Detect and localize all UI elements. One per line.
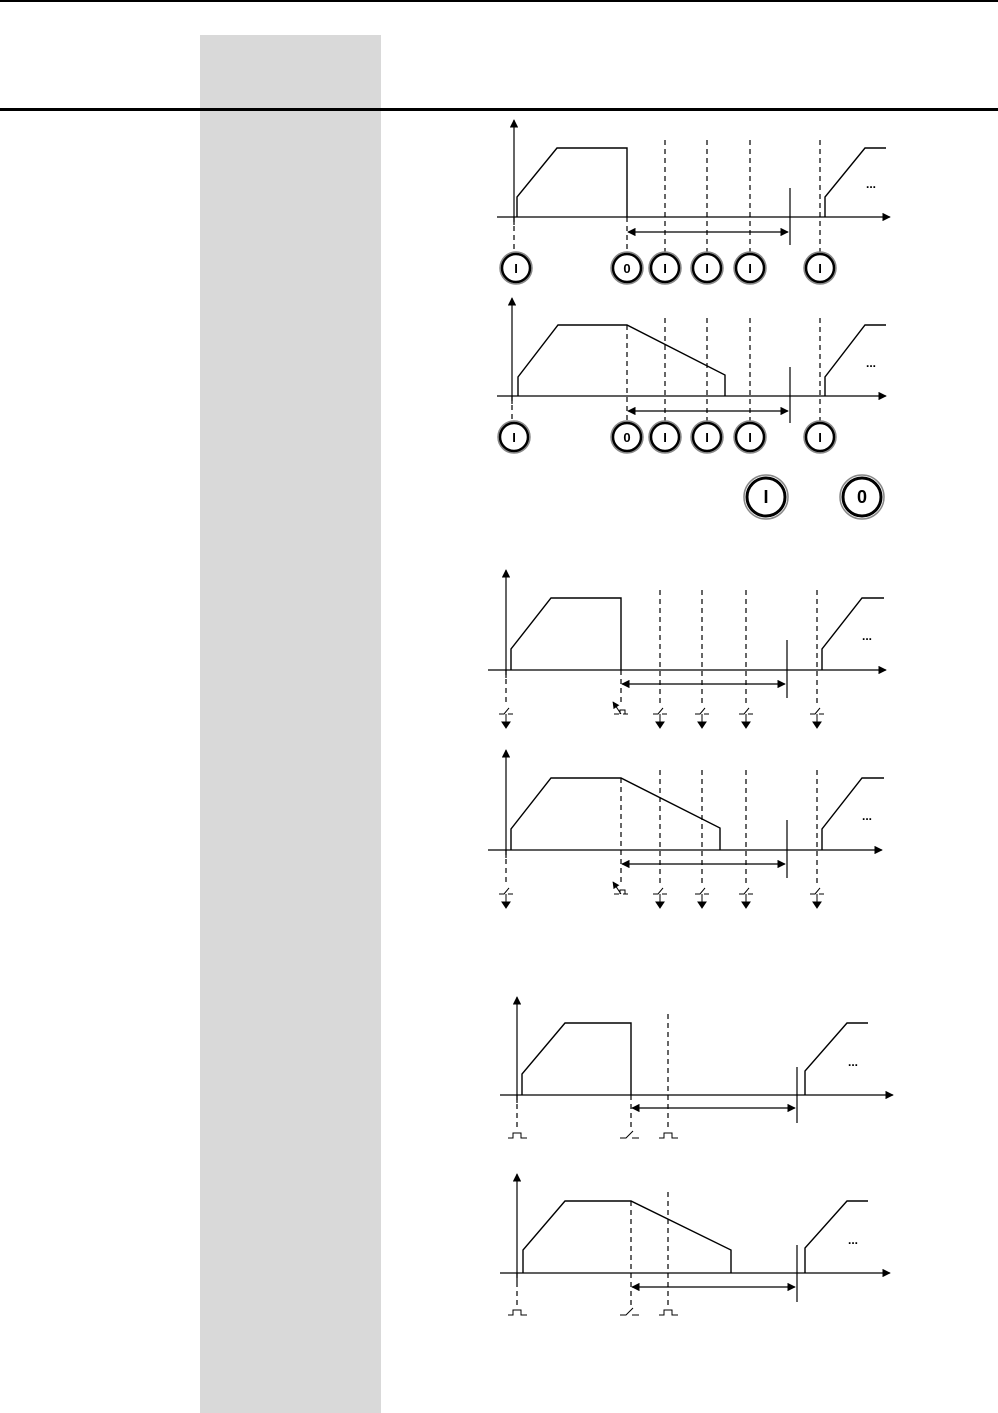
continuation-marker: ... <box>866 356 877 370</box>
svg-text:I: I <box>663 261 667 276</box>
panel-pulse-ramp-stop <box>500 1174 890 1308</box>
on-button-icon <box>691 421 723 453</box>
falling-edge-icon <box>620 1131 639 1138</box>
pulse-icon <box>508 1133 527 1138</box>
switch-closed-icon <box>810 888 824 908</box>
button-row-2 <box>498 421 836 453</box>
svg-text:I: I <box>763 487 769 507</box>
on-button-icon <box>649 252 681 284</box>
switch-open-icon <box>613 882 628 894</box>
switch-closed-icon <box>695 888 709 908</box>
svg-text:I: I <box>512 430 516 445</box>
continuation-marker: ... <box>848 1233 859 1247</box>
switch-closed-icon <box>499 888 513 908</box>
off-button-legend-icon <box>840 475 884 519</box>
continuation-marker: ... <box>862 809 873 823</box>
panel-button-ramp-stop <box>497 298 886 433</box>
on-button-icon <box>804 252 836 284</box>
svg-text:I: I <box>818 261 822 276</box>
on-button-icon <box>734 252 766 284</box>
pulse-icon <box>508 1310 527 1315</box>
continuation-marker: ... <box>848 1055 859 1069</box>
pulse-row-5 <box>508 1131 678 1138</box>
svg-text:0: 0 <box>856 487 868 507</box>
panel-switch-stop <box>488 570 886 705</box>
svg-text:I: I <box>705 261 709 276</box>
svg-text:I: I <box>705 430 709 445</box>
svg-text:I: I <box>748 261 752 276</box>
switch-closed-icon <box>499 708 513 728</box>
svg-text:I: I <box>748 430 752 445</box>
off-button-icon <box>611 252 643 284</box>
on-button-icon <box>649 421 681 453</box>
on-button-icon <box>498 421 530 453</box>
switch-row-4 <box>499 882 824 908</box>
off-button-icon <box>611 421 643 453</box>
switch-closed-icon <box>653 888 667 908</box>
switch-closed-icon <box>653 708 667 728</box>
svg-text:I: I <box>514 261 518 276</box>
pulse-icon <box>659 1133 678 1138</box>
switch-closed-icon <box>739 708 753 728</box>
panel-pulse-stop <box>500 997 893 1130</box>
button-legend <box>744 475 884 519</box>
svg-text:0: 0 <box>623 430 631 445</box>
pulse-icon <box>659 1310 678 1315</box>
button-row-1 <box>500 252 836 284</box>
svg-text:0: 0 <box>623 261 631 276</box>
falling-edge-icon <box>620 1308 639 1315</box>
svg-text:I: I <box>818 430 822 445</box>
continuation-marker: ... <box>862 629 873 643</box>
panel-switch-ramp-stop <box>488 750 884 885</box>
svg-text:I: I <box>663 430 667 445</box>
on-button-icon <box>804 421 836 453</box>
switch-closed-icon <box>810 708 824 728</box>
on-button-icon <box>691 252 723 284</box>
on-button-icon <box>734 421 766 453</box>
on-button-legend-icon <box>744 475 788 519</box>
pulse-row-6 <box>508 1308 678 1315</box>
switch-closed-icon <box>695 708 709 728</box>
panel-button-stop <box>497 120 890 255</box>
switch-closed-icon <box>739 888 753 908</box>
switch-row-3 <box>499 702 824 728</box>
on-button-icon <box>500 252 532 284</box>
switch-open-icon <box>613 702 628 714</box>
continuation-marker: ... <box>866 177 877 191</box>
